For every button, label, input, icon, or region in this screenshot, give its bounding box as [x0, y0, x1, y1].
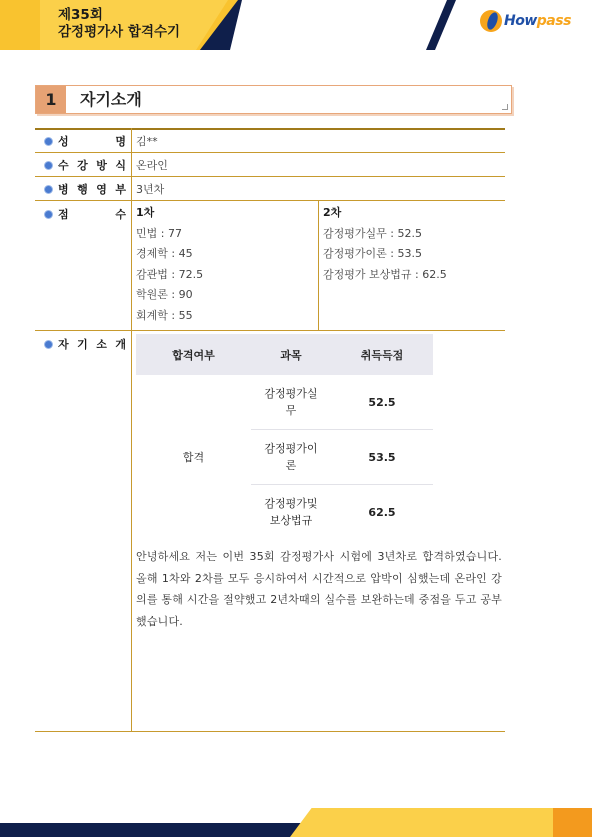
- first-exam-scores: [136, 203, 203, 326]
- bullet-icon: [44, 185, 53, 194]
- table-rule: [35, 330, 505, 331]
- page-title: [58, 7, 180, 41]
- result-table-header: [136, 334, 433, 375]
- subject-cell: 감정평가이 론: [251, 430, 331, 485]
- section-number: 1: [36, 86, 66, 113]
- study-method-label: 수 강 방 식: [44, 157, 126, 173]
- second-exam-scores: [323, 203, 447, 285]
- bullet-icon: [44, 210, 53, 219]
- self-intro-label: 자 기 소 개: [44, 336, 126, 352]
- score-column-divider: [318, 200, 319, 330]
- score-item: 감관법 : 72.5: [136, 267, 204, 281]
- score-item: 감정평가실무 : 52.5: [323, 226, 422, 240]
- corner-mark-icon: [502, 104, 508, 110]
- result-table: [136, 334, 433, 539]
- subject-cell: 감정평가실 무: [251, 375, 331, 430]
- footer-yellow-panel: [290, 808, 560, 837]
- study-period-value: 3년차: [136, 183, 165, 196]
- howpass-logo: [480, 10, 571, 32]
- study-period-label: 병 행 영 부: [44, 181, 126, 197]
- column-header: 합격여부: [136, 334, 251, 375]
- score-item: 민법 : 77: [136, 226, 182, 240]
- name-label: 성 명: [44, 133, 126, 149]
- score-cell: 52.5: [331, 375, 433, 430]
- page-title-line1: 제35회: [58, 7, 103, 23]
- name-value: 김**: [136, 135, 158, 148]
- label-column-divider: [131, 128, 132, 731]
- self-intro-text: 안녕하세요 저는 이번 35회 감정평가사 시험에 3년차로 합격하였습니다. 올해 1차와 2차를 모두 응시하여서 시간적으로 압박이 심했는데 온라인 강의를 통해 시간을 절약했고 2년차때의 실수를 보완하는데 중점을 두고 공부했습니다.: [136, 550, 502, 628]
- score-item: 감정평가이론 : 53.5: [323, 247, 422, 260]
- pass-status: 합격: [136, 375, 251, 539]
- bullet-icon: [44, 340, 53, 349]
- column-header: 취득득점: [331, 334, 433, 375]
- table-rule: [35, 176, 505, 177]
- score-item: 학원론 : 90: [136, 288, 193, 301]
- table-top-rule: [35, 128, 505, 130]
- subject-cell: 감정평가및 보상법규: [264, 497, 318, 527]
- page-title-line2: 감정평가사 합격수기: [58, 24, 181, 40]
- score-item: 감정평가 보상법규 : 62.5: [323, 267, 447, 281]
- column-header: 과목: [251, 334, 331, 375]
- bullet-icon: [44, 137, 53, 146]
- score-item: 경제학 : 45: [136, 247, 193, 260]
- table-bottom-rule: [35, 731, 505, 732]
- table-rule: [35, 200, 505, 201]
- section-header: [35, 85, 512, 114]
- table-row: [136, 375, 433, 430]
- howpass-logo-text: Howpass: [504, 13, 571, 29]
- second-exam-heading: 2차: [323, 206, 342, 219]
- footer-orange-block: [553, 808, 592, 837]
- table-rule: [35, 152, 505, 153]
- section-title: 자기소개: [80, 90, 142, 109]
- score-item: 회계학 : 55: [136, 308, 193, 322]
- score-label: 점 수: [44, 206, 126, 222]
- bullet-icon: [44, 161, 53, 170]
- first-exam-heading: 1차: [136, 206, 155, 219]
- score-cell: 62.5: [368, 505, 396, 519]
- study-method-value: 온라인: [136, 159, 168, 172]
- score-cell: 53.5: [331, 430, 433, 485]
- howpass-logo-icon: [480, 10, 502, 32]
